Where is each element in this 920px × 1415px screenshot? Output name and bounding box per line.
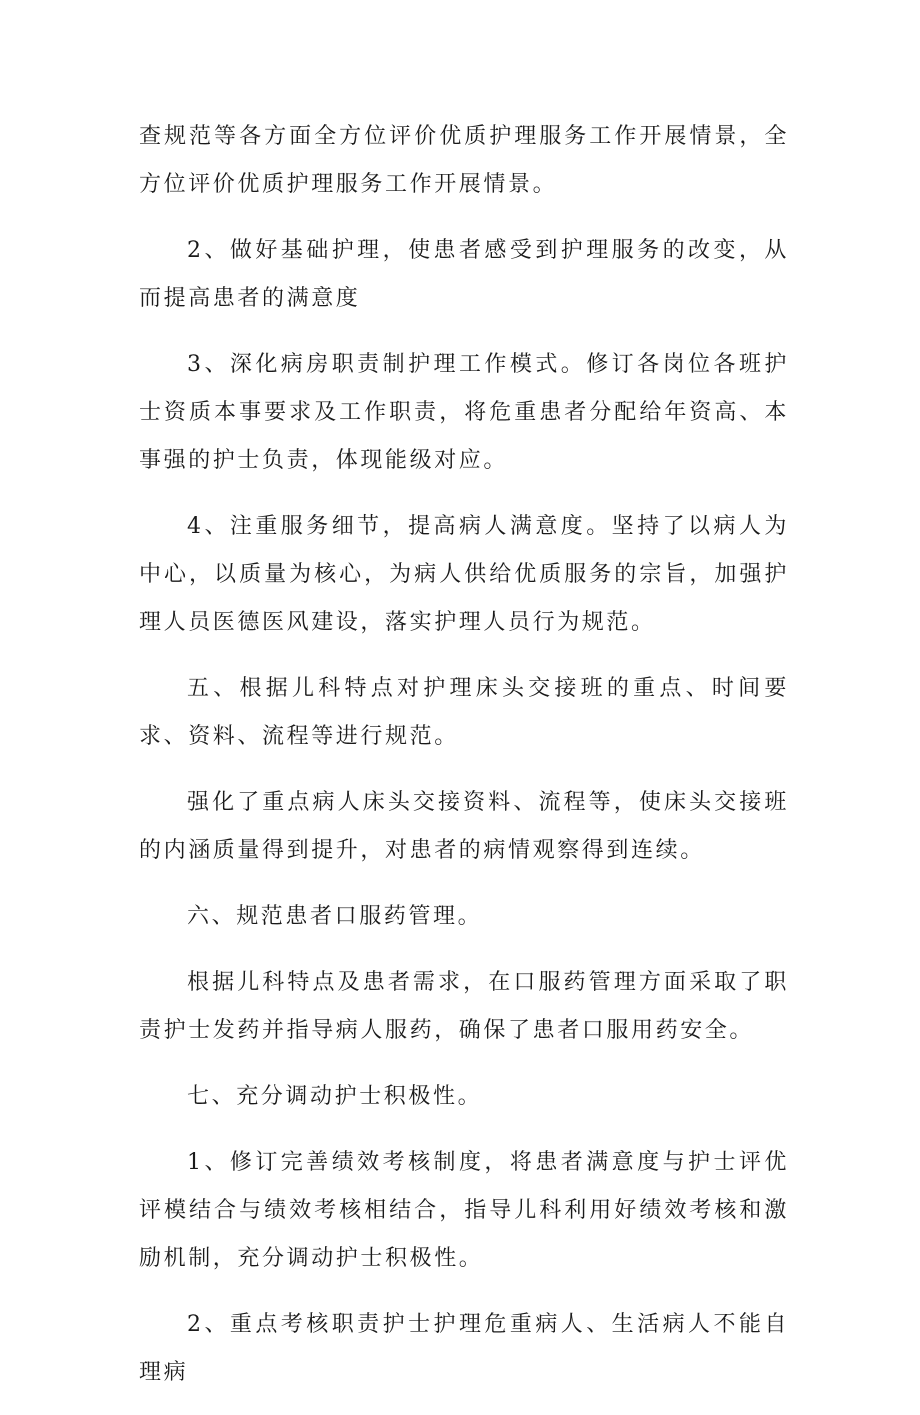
paragraph-item-2-basic-care: 2、做好基础护理，使患者感受到护理服务的改变，从而提高患者的满意度 (139, 238, 789, 311)
paragraph-oral-medication-detail: 根据儿科特点及患者需求，在口服药管理方面采取了职责护士发药并指导病人服药，确保了患者口服用药安全。 (139, 970, 789, 1043)
paragraph-item-1-performance: 1、修订完善绩效考核制度，将患者满意度与护士评优评模结合与绩效考核相结合，指导儿科利用好绩效考核和激励机制，充分调动护士积极性。 (139, 1150, 789, 1271)
section-heading-5-handover: 五、根据儿科特点对护理床头交接班的重点、时间要求、资料、流程等进行规范。 (139, 676, 789, 749)
document-body (139, 113, 789, 1415)
paragraph-continuation: 查规范等各方面全方位评价优质护理服务工作开展情景，全方位评价优质护理服务工作开展情景。 (139, 124, 789, 197)
section-heading-7-motivation: 七、充分调动护士积极性。 (187, 1084, 483, 1109)
section-heading-6-oral-medication: 六、规范患者口服药管理。 (187, 904, 483, 929)
paragraph-item-4-service-details: 4、注重服务细节，提高病人满意度。坚持了以病人为中心，以质量为核心，为病人供给优质服务的宗旨，加强护理人员医德医风建设，落实护理人员行为规范。 (139, 514, 789, 635)
paragraph-item-2-key-assessment: 2、重点考核职责护士护理危重病人、生活病人不能自理病 (139, 1312, 789, 1385)
paragraph-item-3-responsibility-model: 3、深化病房职责制护理工作模式。修订各岗位各班护士资质本事要求及工作职责，将危重患者分配给年资高、本事强的护士负责，体现能级对应。 (139, 352, 789, 473)
paragraph-handover-detail: 强化了重点病人床头交接资料、流程等，使床头交接班的内涵质量得到提升，对患者的病情观察得到连续。 (139, 790, 789, 863)
